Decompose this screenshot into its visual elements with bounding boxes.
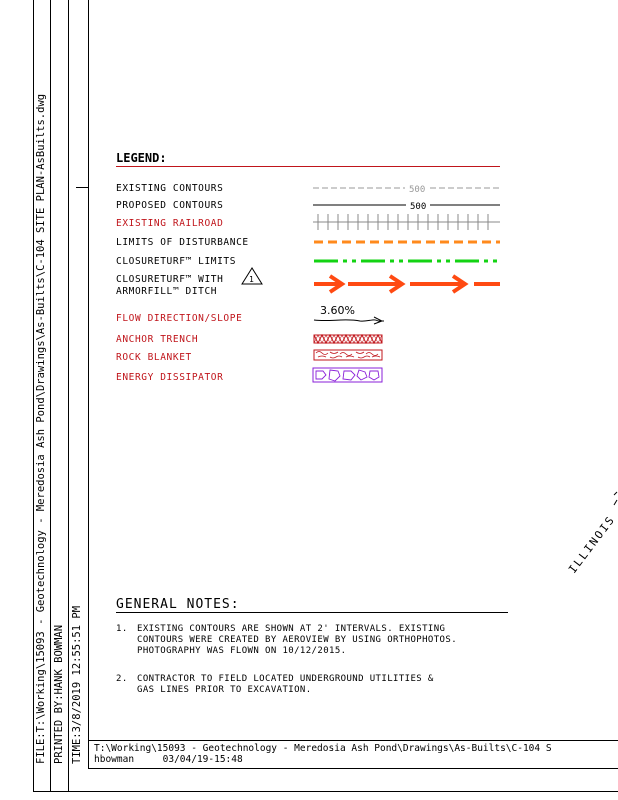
proposed-contour-value: 500 <box>410 202 427 212</box>
legend-label-armorfill-line1: CLOSURETURF™ WITH <box>116 274 224 285</box>
bottom-border <box>33 791 618 792</box>
legend-label-limits-of-disturbance: LIMITS OF DISTURBANCE <box>116 237 249 248</box>
legend-label-armorfill-line2: ARMORFILL™ DITCH <box>116 286 218 297</box>
legend-underline <box>116 166 500 167</box>
legend-label-energy-dissipator: ENERGY DISSIPATOR <box>116 372 224 383</box>
triangle-number: 1 <box>249 275 254 284</box>
sidebar-divider-2 <box>68 0 69 792</box>
railroad-symbol <box>313 214 500 230</box>
general-notes-underline <box>116 612 508 613</box>
print-time-label: TIME:3/8/2019 12:55:51 PM <box>71 605 83 764</box>
illinois-map-label: ILLINOIS <box>566 512 618 576</box>
sheet-border <box>88 0 89 769</box>
legend-label-rock-blanket: ROCK BLANKET <box>116 352 192 363</box>
footer-user-timestamp: hbowman 03/04/19-15:48 <box>94 754 243 765</box>
title-block-top <box>88 740 618 741</box>
legend-label-closureturf-limits: CLOSURETURF™ LIMITS <box>116 256 237 267</box>
legend-label-existing-railroad: EXISTING RAILROAD <box>116 218 224 229</box>
left-border <box>33 0 34 792</box>
existing-contour-symbol <box>313 185 500 195</box>
legend-label-proposed-contours: PROPOSED CONTOURS <box>116 200 224 211</box>
anchor-trench-symbol <box>314 335 382 343</box>
title-block-bottom <box>88 768 618 769</box>
note-1-number: 1. <box>116 624 128 634</box>
file-path-label: FILE:T:\Working\15093 - Geotechnology - Meredosia Ash Pond\Drawings\As-Builts\C-104 SITE PLAN-AsBuilts.dwg <box>35 93 47 764</box>
legend-label-flow-direction: FLOW DIRECTION/SLOPE <box>116 313 243 324</box>
existing-contour-value: 500 <box>409 185 426 195</box>
note-2-number: 2. <box>116 674 128 684</box>
rock-blanket-symbol <box>314 350 382 360</box>
note-2-text: CONTRACTOR TO FIELD LOCATED UNDERGROUND UTILITIES & GAS LINES PRIOR TO EXCAVATION. <box>137 674 434 695</box>
flow-direction-symbol <box>314 304 384 324</box>
sidebar-tick <box>76 187 88 188</box>
note-1-text: EXISTING CONTOURS ARE SHOWN AT 2' INTERVALS. EXISTING CONTOURS WERE CREATED BY AEROVIEW BY USING ORTHOPHOTOS. PHOTOGRAPHY WAS FLOWN ON 10/12/2015. <box>137 624 458 656</box>
energy-dissipator-symbol <box>313 368 382 382</box>
proposed-contour-symbol <box>313 202 500 212</box>
sidebar-divider-1 <box>50 0 51 792</box>
footer-file-path: T:\Working\15093 - Geotechnology - Meredosia Ash Pond\Drawings\As-Builts\C-104 S <box>94 743 552 754</box>
legend-label-existing-contours: EXISTING CONTOURS <box>116 183 224 194</box>
armorfill-ditch-symbol <box>314 276 500 292</box>
legend-label-anchor-trench: ANCHOR TRENCH <box>116 334 199 345</box>
legend-title: LEGEND: <box>116 151 167 165</box>
printed-by-label: PRINTED BY:HANK BOWMAN <box>53 624 65 764</box>
warning-triangle-icon <box>242 268 262 284</box>
flow-slope-value: 3.60% <box>320 304 355 317</box>
general-notes-title: GENERAL NOTES: <box>116 597 240 612</box>
